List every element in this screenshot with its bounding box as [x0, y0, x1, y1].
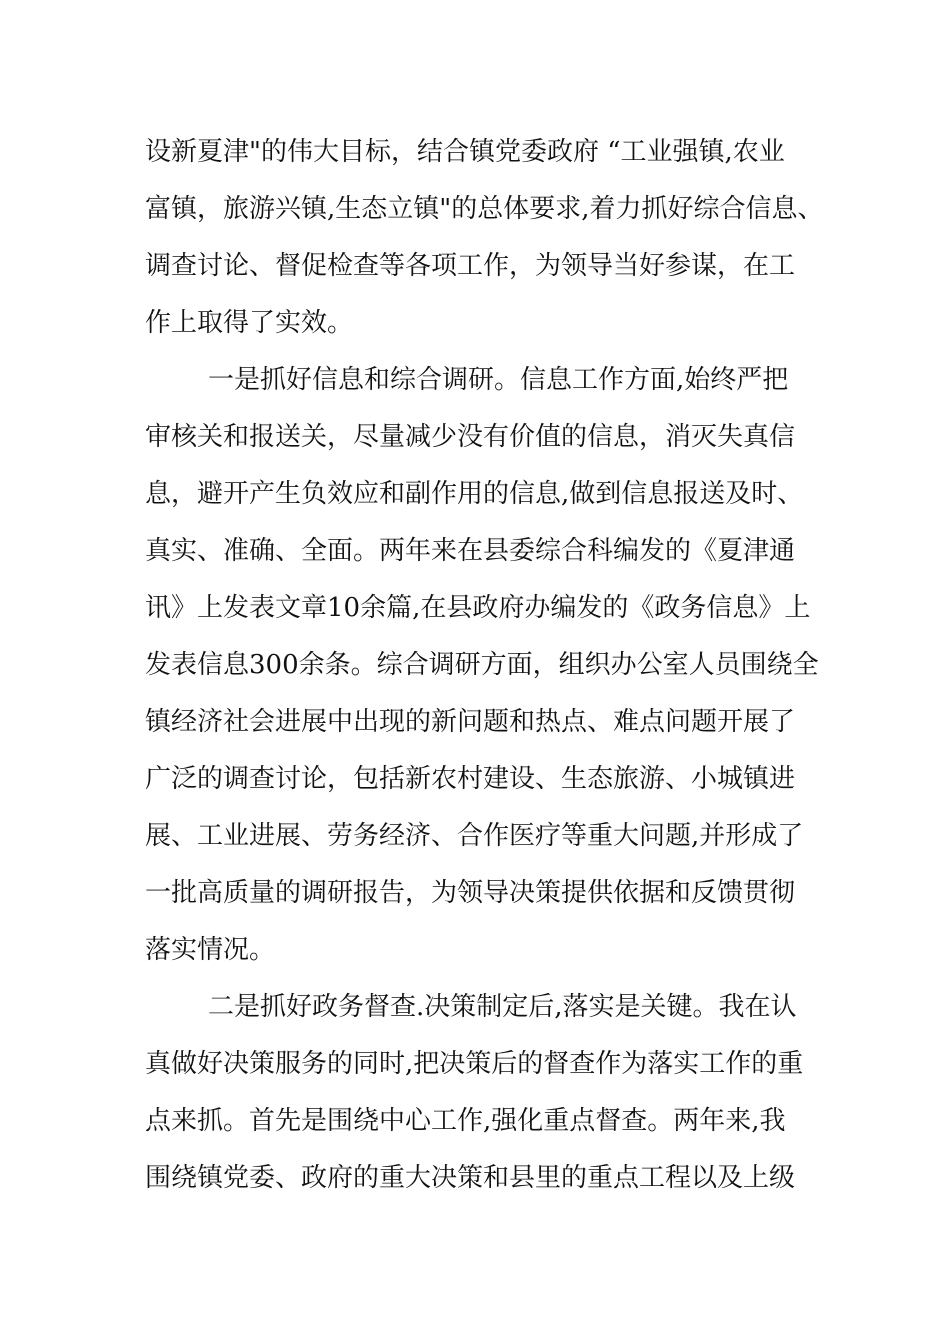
text-line [0, 303, 950, 343]
text-line [0, 189, 950, 229]
text-line [0, 873, 950, 913]
text-line [0, 1101, 950, 1141]
line-text: 调查讨论、督促检查等各项工作，为领导当好参谋，在工 [145, 251, 796, 281]
text-line [0, 1044, 950, 1084]
line-text: 息，避开产生负效应和副作用的信息,做到信息报送及时、 [145, 479, 804, 509]
text-line [0, 987, 950, 1027]
line-text: 点来抓。首先是围绕中心工作,强化重点督查。两年来,我 [145, 1106, 786, 1136]
line-text: 设新夏津"的伟大目标，结合镇党委政府 “工业强镇,农业 [145, 137, 785, 167]
text-line [0, 930, 950, 970]
line-text: 围绕镇党委、政府的重大决策和县里的重点工程以及上级 [145, 1163, 796, 1193]
text-line [0, 1158, 950, 1198]
text-line [0, 132, 950, 172]
line-text: 作上取得了实效。 [145, 308, 354, 338]
line-text: 讯》上发表文章10余篇,在县政府办编发的《政务信息》上 [145, 593, 811, 623]
text-line [0, 474, 950, 514]
line-text: 一批高质量的调研报告，为领导决策提供依据和反馈贯彻 [145, 878, 796, 908]
line-text: 落实情况。 [145, 935, 276, 965]
line-text: 镇经济社会进展中出现的新问题和热点、难点问题开展了 [145, 707, 796, 737]
line-text: 真做好决策服务的同时,把决策后的督查作为落实工作的重 [145, 1049, 804, 1079]
text-line [0, 645, 950, 685]
paragraph-start-text: 一是抓好信息和综合调研。信息工作方面,始终严把 [208, 365, 789, 395]
text-line [0, 759, 950, 799]
text-line [0, 588, 950, 628]
line-text: 审核关和报送关，尽量减少没有价值的信息，消灭失真信 [145, 422, 796, 452]
line-text: 广泛的调查讨论，包括新农村建设、生态旅游、小城镇进 [145, 764, 796, 794]
text-line [0, 417, 950, 457]
line-text: 富镇，旅游兴镇,生态立镇"的总体要求,着力抓好综合信息、 [145, 194, 824, 224]
line-text: 真实、准确、全面。两年来在县委综合科编发的《夏津通 [145, 536, 796, 566]
text-line [0, 816, 950, 856]
text-line [0, 531, 950, 571]
paragraph-start-text: 二是抓好政务督查.决策制定后,落实是关键。我在认 [208, 992, 797, 1022]
text-line [0, 360, 950, 400]
line-text: 发表信息300余条。综合调研方面，组织办公室人员围绕全 [145, 650, 819, 680]
text-line [0, 246, 950, 286]
text-line [0, 702, 950, 742]
line-text: 展、工业进展、劳务经济、合作医疗等重大问题,并形成了 [145, 821, 804, 851]
